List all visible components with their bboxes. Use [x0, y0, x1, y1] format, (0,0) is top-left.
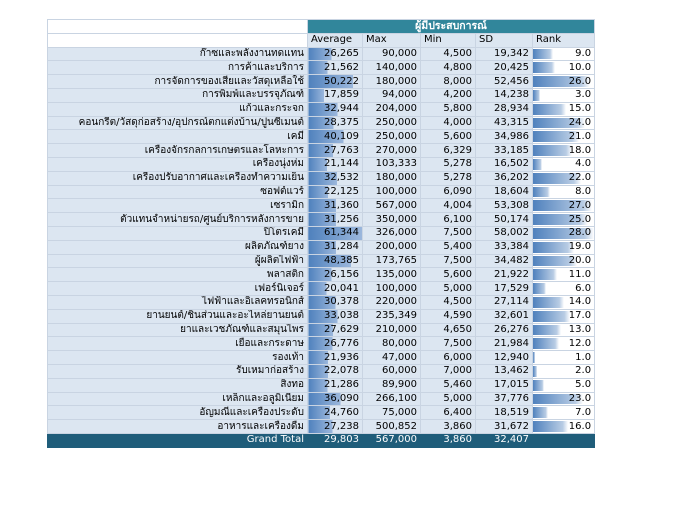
max-cell: 567,000 [363, 199, 421, 213]
min-cell: 7,500 [421, 337, 476, 351]
min-cell: 5,000 [421, 392, 476, 406]
rank-data-bar [533, 90, 540, 101]
min-cell: 4,200 [421, 88, 476, 102]
average-cell: 26,265 [308, 47, 363, 61]
min-cell: 3,860 [421, 433, 476, 447]
min-cell: 5,800 [421, 102, 476, 116]
rank-value: 9.0 [575, 47, 592, 59]
rank-value: 15.0 [568, 103, 592, 115]
sd-cell: 33,185 [476, 144, 533, 158]
average-cell: 27,238 [308, 420, 363, 434]
rank-cell [533, 295, 595, 309]
min-cell: 7,000 [421, 364, 476, 378]
max-cell: 250,000 [363, 116, 421, 130]
rank-cell [533, 254, 595, 268]
rank-value: 12.0 [568, 337, 592, 349]
rank-cell [533, 185, 595, 199]
rank-cell [533, 378, 595, 392]
industry-name-cell: เยื่อและกระดาษ [48, 337, 308, 351]
industry-name-cell: เคมี [48, 130, 308, 144]
average-cell: 26,776 [308, 337, 363, 351]
min-cell: 5,600 [421, 268, 476, 282]
rank-cell [533, 102, 595, 116]
rank-cell [533, 116, 595, 130]
industry-name-cell: การค้าและบริการ [48, 61, 308, 75]
sd-cell: 20,425 [476, 61, 533, 75]
min-cell: 5,400 [421, 240, 476, 254]
rank-cell [533, 88, 595, 102]
table-row [48, 88, 595, 102]
table-row [48, 254, 595, 268]
industry-name-cell: ตัวแทนจำหน่ายรถ/ศูนย์บริการหลังการขาย [48, 213, 308, 227]
industry-name-cell: ก๊าซและพลังงานทดแทน [48, 47, 308, 61]
min-cell: 5,600 [421, 130, 476, 144]
industry-name-cell: รับเหมาก่อสร้าง [48, 364, 308, 378]
max-cell: 266,100 [363, 392, 421, 406]
table-body [48, 47, 595, 447]
min-cell: 4,004 [421, 199, 476, 213]
sd-cell: 19,342 [476, 47, 533, 61]
rank-value: 7.0 [575, 406, 592, 418]
table-row [48, 406, 595, 420]
rank-value: 6.0 [575, 282, 592, 294]
rank-data-bar [533, 380, 544, 391]
max-cell: 180,000 [363, 171, 421, 185]
max-cell: 350,000 [363, 213, 421, 227]
min-cell: 4,000 [421, 116, 476, 130]
rank-value: 24.0 [568, 116, 592, 128]
table-row [48, 323, 595, 337]
rank-cell [533, 337, 595, 351]
average-cell: 24,760 [308, 406, 363, 420]
average-cell: 32,944 [308, 102, 363, 116]
sd-cell: 50,174 [476, 213, 533, 227]
corner-blank [48, 20, 308, 34]
table-row [48, 282, 595, 296]
rank-cell [533, 433, 595, 447]
column-header-min: Min [421, 33, 476, 47]
rank-value: 1.0 [575, 351, 592, 363]
min-cell: 7,500 [421, 226, 476, 240]
average-cell: 27,763 [308, 144, 363, 158]
table-row [48, 378, 595, 392]
sd-cell: 18,519 [476, 406, 533, 420]
max-cell: 200,000 [363, 240, 421, 254]
column-header-sd: SD [476, 33, 533, 47]
sd-cell: 21,984 [476, 337, 533, 351]
sd-cell: 34,482 [476, 254, 533, 268]
rank-value: 17.0 [568, 310, 592, 322]
rank-value: 18.0 [568, 144, 592, 156]
industry-name-cell: อัญมณีและเครื่องประดับ [48, 406, 308, 420]
average-cell: 32,532 [308, 171, 363, 185]
rank-value: 8.0 [575, 185, 592, 197]
max-cell: 100,000 [363, 282, 421, 296]
average-cell: 36,090 [308, 392, 363, 406]
industry-name-cell: ซอฟต์แวร์ [48, 185, 308, 199]
min-cell: 5,278 [421, 171, 476, 185]
sd-cell: 26,276 [476, 323, 533, 337]
rank-value: 14.0 [568, 296, 592, 308]
rank-value: 19.0 [568, 241, 592, 253]
average-cell: 28,375 [308, 116, 363, 130]
max-cell: 173,765 [363, 254, 421, 268]
min-cell: 5,460 [421, 378, 476, 392]
table-row [48, 199, 595, 213]
sd-cell: 28,934 [476, 102, 533, 116]
rank-cell [533, 268, 595, 282]
rank-cell [533, 420, 595, 434]
rank-value: 28.0 [568, 227, 592, 239]
rank-value: 16.0 [568, 420, 592, 432]
sd-cell: 17,529 [476, 282, 533, 296]
industry-name-cell: ปิโตรเคมี [48, 226, 308, 240]
max-cell: 90,000 [363, 47, 421, 61]
industry-name-cell: ไฟฟ้าและอิเลคทรอนิกส์ [48, 295, 308, 309]
table-row [48, 337, 595, 351]
table-row [48, 157, 595, 171]
rank-cell [533, 351, 595, 365]
max-cell: 94,000 [363, 88, 421, 102]
industry-name-cell: เครื่องนุ่งห่ม [48, 157, 308, 171]
table-row [48, 351, 595, 365]
max-cell: 250,000 [363, 130, 421, 144]
table-row [48, 420, 595, 434]
average-cell: 22,125 [308, 185, 363, 199]
sd-cell: 31,672 [476, 420, 533, 434]
sd-cell: 27,114 [476, 295, 533, 309]
max-cell: 567,000 [363, 433, 421, 447]
sd-cell: 37,776 [476, 392, 533, 406]
rank-data-bar [533, 269, 557, 280]
industry-name-cell: สิ่งทอ [48, 378, 308, 392]
rank-data-bar [533, 421, 568, 432]
corner-blank-2 [48, 33, 308, 47]
sd-cell: 53,308 [476, 199, 533, 213]
average-cell: 48,385 [308, 254, 363, 268]
industry-name-cell: ผู้ผลิตไฟฟ้า [48, 254, 308, 268]
table-row [48, 364, 595, 378]
rank-cell [533, 75, 595, 89]
table-row [48, 144, 595, 158]
rank-data-bar [533, 311, 570, 322]
rank-value: 21.0 [568, 130, 592, 142]
average-cell: 33,038 [308, 309, 363, 323]
rank-data-bar [533, 187, 550, 198]
rank-cell [533, 47, 595, 61]
industry-name-cell: พลาสติก [48, 268, 308, 282]
sd-cell: 52,456 [476, 75, 533, 89]
rank-cell [533, 199, 595, 213]
average-cell: 22,078 [308, 364, 363, 378]
min-cell: 4,500 [421, 47, 476, 61]
sd-cell: 13,462 [476, 364, 533, 378]
rank-value: 11.0 [568, 268, 592, 280]
average-cell: 26,156 [308, 268, 363, 282]
rank-cell [533, 144, 595, 158]
average-cell: 21,144 [308, 157, 363, 171]
table-row [48, 185, 595, 199]
rank-data-bar [533, 338, 559, 349]
average-cell: 21,936 [308, 351, 363, 365]
industry-name-cell: การจัดการของเสียและวัสดุเหลือใช้ [48, 75, 308, 89]
sd-cell: 18,604 [476, 185, 533, 199]
rank-data-bar [533, 145, 572, 156]
sd-cell: 34,986 [476, 130, 533, 144]
average-cell: 31,284 [308, 240, 363, 254]
max-cell: 220,000 [363, 295, 421, 309]
rank-value: 22.0 [568, 172, 592, 184]
industry-name-cell: เฟอร์นิเจอร์ [48, 282, 308, 296]
rank-data-bar [533, 104, 566, 115]
industry-name-cell: การพิมพ์และบรรจุภัณฑ์ [48, 88, 308, 102]
average-cell: 31,256 [308, 213, 363, 227]
min-cell: 7,500 [421, 254, 476, 268]
column-header-rank: Rank [533, 33, 595, 47]
rank-value: 3.0 [575, 89, 592, 101]
average-cell: 21,286 [308, 378, 363, 392]
sd-cell: 12,940 [476, 351, 533, 365]
max-cell: 60,000 [363, 364, 421, 378]
max-cell: 326,000 [363, 226, 421, 240]
min-cell: 3,860 [421, 420, 476, 434]
min-cell: 4,800 [421, 61, 476, 75]
rank-cell [533, 61, 595, 75]
average-cell: 21,562 [308, 61, 363, 75]
rank-value: 25.0 [568, 213, 592, 225]
sd-cell: 32,601 [476, 309, 533, 323]
industry-name-cell: เครื่องจักรกลการเกษตรและโลหะการ [48, 144, 308, 158]
average-cell: 61,344 [308, 226, 363, 240]
group-header: ผู้มีประสบการณ์ [308, 20, 595, 34]
min-cell: 5,000 [421, 282, 476, 296]
industry-name-cell: ผลิตภัณฑ์ยาง [48, 240, 308, 254]
table-row [48, 268, 595, 282]
table-row [48, 392, 595, 406]
min-cell: 4,590 [421, 309, 476, 323]
sd-cell: 33,384 [476, 240, 533, 254]
rank-cell [533, 240, 595, 254]
max-cell: 47,000 [363, 351, 421, 365]
rank-data-bar [533, 407, 548, 418]
rank-data-bar [533, 283, 546, 294]
rank-data-bar [533, 366, 537, 377]
rank-value: 20.0 [568, 254, 592, 266]
average-cell: 50,222 [308, 75, 363, 89]
max-cell: 204,000 [363, 102, 421, 116]
industry-name-cell: ยาและเวชภัณฑ์และสมุนไพร [48, 323, 308, 337]
min-cell: 5,278 [421, 157, 476, 171]
rank-value: 4.0 [575, 158, 592, 170]
average-cell: 17,859 [308, 88, 363, 102]
rank-value: 2.0 [575, 365, 592, 377]
rank-cell [533, 406, 595, 420]
table-row [48, 116, 595, 130]
table-row [48, 213, 595, 227]
sd-cell: 36,202 [476, 171, 533, 185]
average-cell: 20,041 [308, 282, 363, 296]
rank-cell [533, 171, 595, 185]
sd-cell: 58,002 [476, 226, 533, 240]
max-cell: 89,900 [363, 378, 421, 392]
rank-data-bar [533, 62, 555, 73]
max-cell: 500,852 [363, 420, 421, 434]
rank-data-bar [533, 49, 553, 60]
table-row [48, 295, 595, 309]
rank-value: 10.0 [568, 61, 592, 73]
table-row [48, 75, 595, 89]
rank-value: 26.0 [568, 75, 592, 87]
rank-cell [533, 392, 595, 406]
min-cell: 6,100 [421, 213, 476, 227]
min-cell: 4,650 [421, 323, 476, 337]
min-cell: 8,000 [421, 75, 476, 89]
max-cell: 270,000 [363, 144, 421, 158]
sd-cell: 14,238 [476, 88, 533, 102]
table-row [48, 47, 595, 61]
industry-name-cell: รองเท้า [48, 351, 308, 365]
industry-name-cell: เครื่องปรับอากาศและเครื่องทำความเย็น [48, 171, 308, 185]
max-cell: 75,000 [363, 406, 421, 420]
industry-name-cell: อาหารและเครื่องดื่ม [48, 420, 308, 434]
min-cell: 4,500 [421, 295, 476, 309]
rank-data-bar [533, 325, 561, 336]
average-cell: 40,109 [308, 130, 363, 144]
table-row [48, 240, 595, 254]
table-row [48, 102, 595, 116]
industry-name-cell: เซรามิก [48, 199, 308, 213]
max-cell: 235,349 [363, 309, 421, 323]
rank-cell [533, 282, 595, 296]
industry-name-cell: แก้วและกระจก [48, 102, 308, 116]
table-row [48, 226, 595, 240]
column-header-average: Average [308, 33, 363, 47]
rank-value: 27.0 [568, 199, 592, 211]
industry-name-cell: Grand Total [48, 433, 308, 447]
rank-value: 5.0 [575, 379, 592, 391]
industry-name-cell: คอนกรีต/วัสดุก่อสร้าง/อุปกรณ์ตกแต่งบ้าน/ปูนซีเมนต์ [48, 116, 308, 130]
rank-cell [533, 157, 595, 171]
max-cell: 103,333 [363, 157, 421, 171]
min-cell: 6,329 [421, 144, 476, 158]
rank-cell [533, 130, 595, 144]
column-header-max: Max [363, 33, 421, 47]
table-row [48, 130, 595, 144]
average-cell: 31,360 [308, 199, 363, 213]
max-cell: 140,000 [363, 61, 421, 75]
average-cell: 29,803 [308, 433, 363, 447]
sd-cell: 32,407 [476, 433, 533, 447]
average-cell: 30,378 [308, 295, 363, 309]
rank-data-bar [533, 297, 564, 308]
industry-name-cell: ยานยนต์/ชิ้นส่วนและอะไหล่ยานยนต์ [48, 309, 308, 323]
table-row [48, 61, 595, 75]
rank-value: 23.0 [568, 392, 592, 404]
sd-cell: 16,502 [476, 157, 533, 171]
average-cell: 27,629 [308, 323, 363, 337]
rank-cell [533, 323, 595, 337]
rank-cell [533, 213, 595, 227]
max-cell: 135,000 [363, 268, 421, 282]
grand-total-row [48, 433, 595, 447]
sd-cell: 21,922 [476, 268, 533, 282]
max-cell: 100,000 [363, 185, 421, 199]
rank-value: 13.0 [568, 323, 592, 335]
sd-cell: 43,315 [476, 116, 533, 130]
rank-data-bar [533, 352, 535, 363]
sd-cell: 17,015 [476, 378, 533, 392]
rank-cell [533, 226, 595, 240]
min-cell: 6,090 [421, 185, 476, 199]
max-cell: 80,000 [363, 337, 421, 351]
rank-cell [533, 364, 595, 378]
industry-name-cell: เหล็กและอลูมิเนียม [48, 392, 308, 406]
rank-cell [533, 309, 595, 323]
max-cell: 210,000 [363, 323, 421, 337]
min-cell: 6,000 [421, 351, 476, 365]
rank-data-bar [533, 159, 542, 170]
table-row [48, 171, 595, 185]
table-row [48, 309, 595, 323]
salary-table [47, 19, 595, 448]
max-cell: 180,000 [363, 75, 421, 89]
min-cell: 6,400 [421, 406, 476, 420]
